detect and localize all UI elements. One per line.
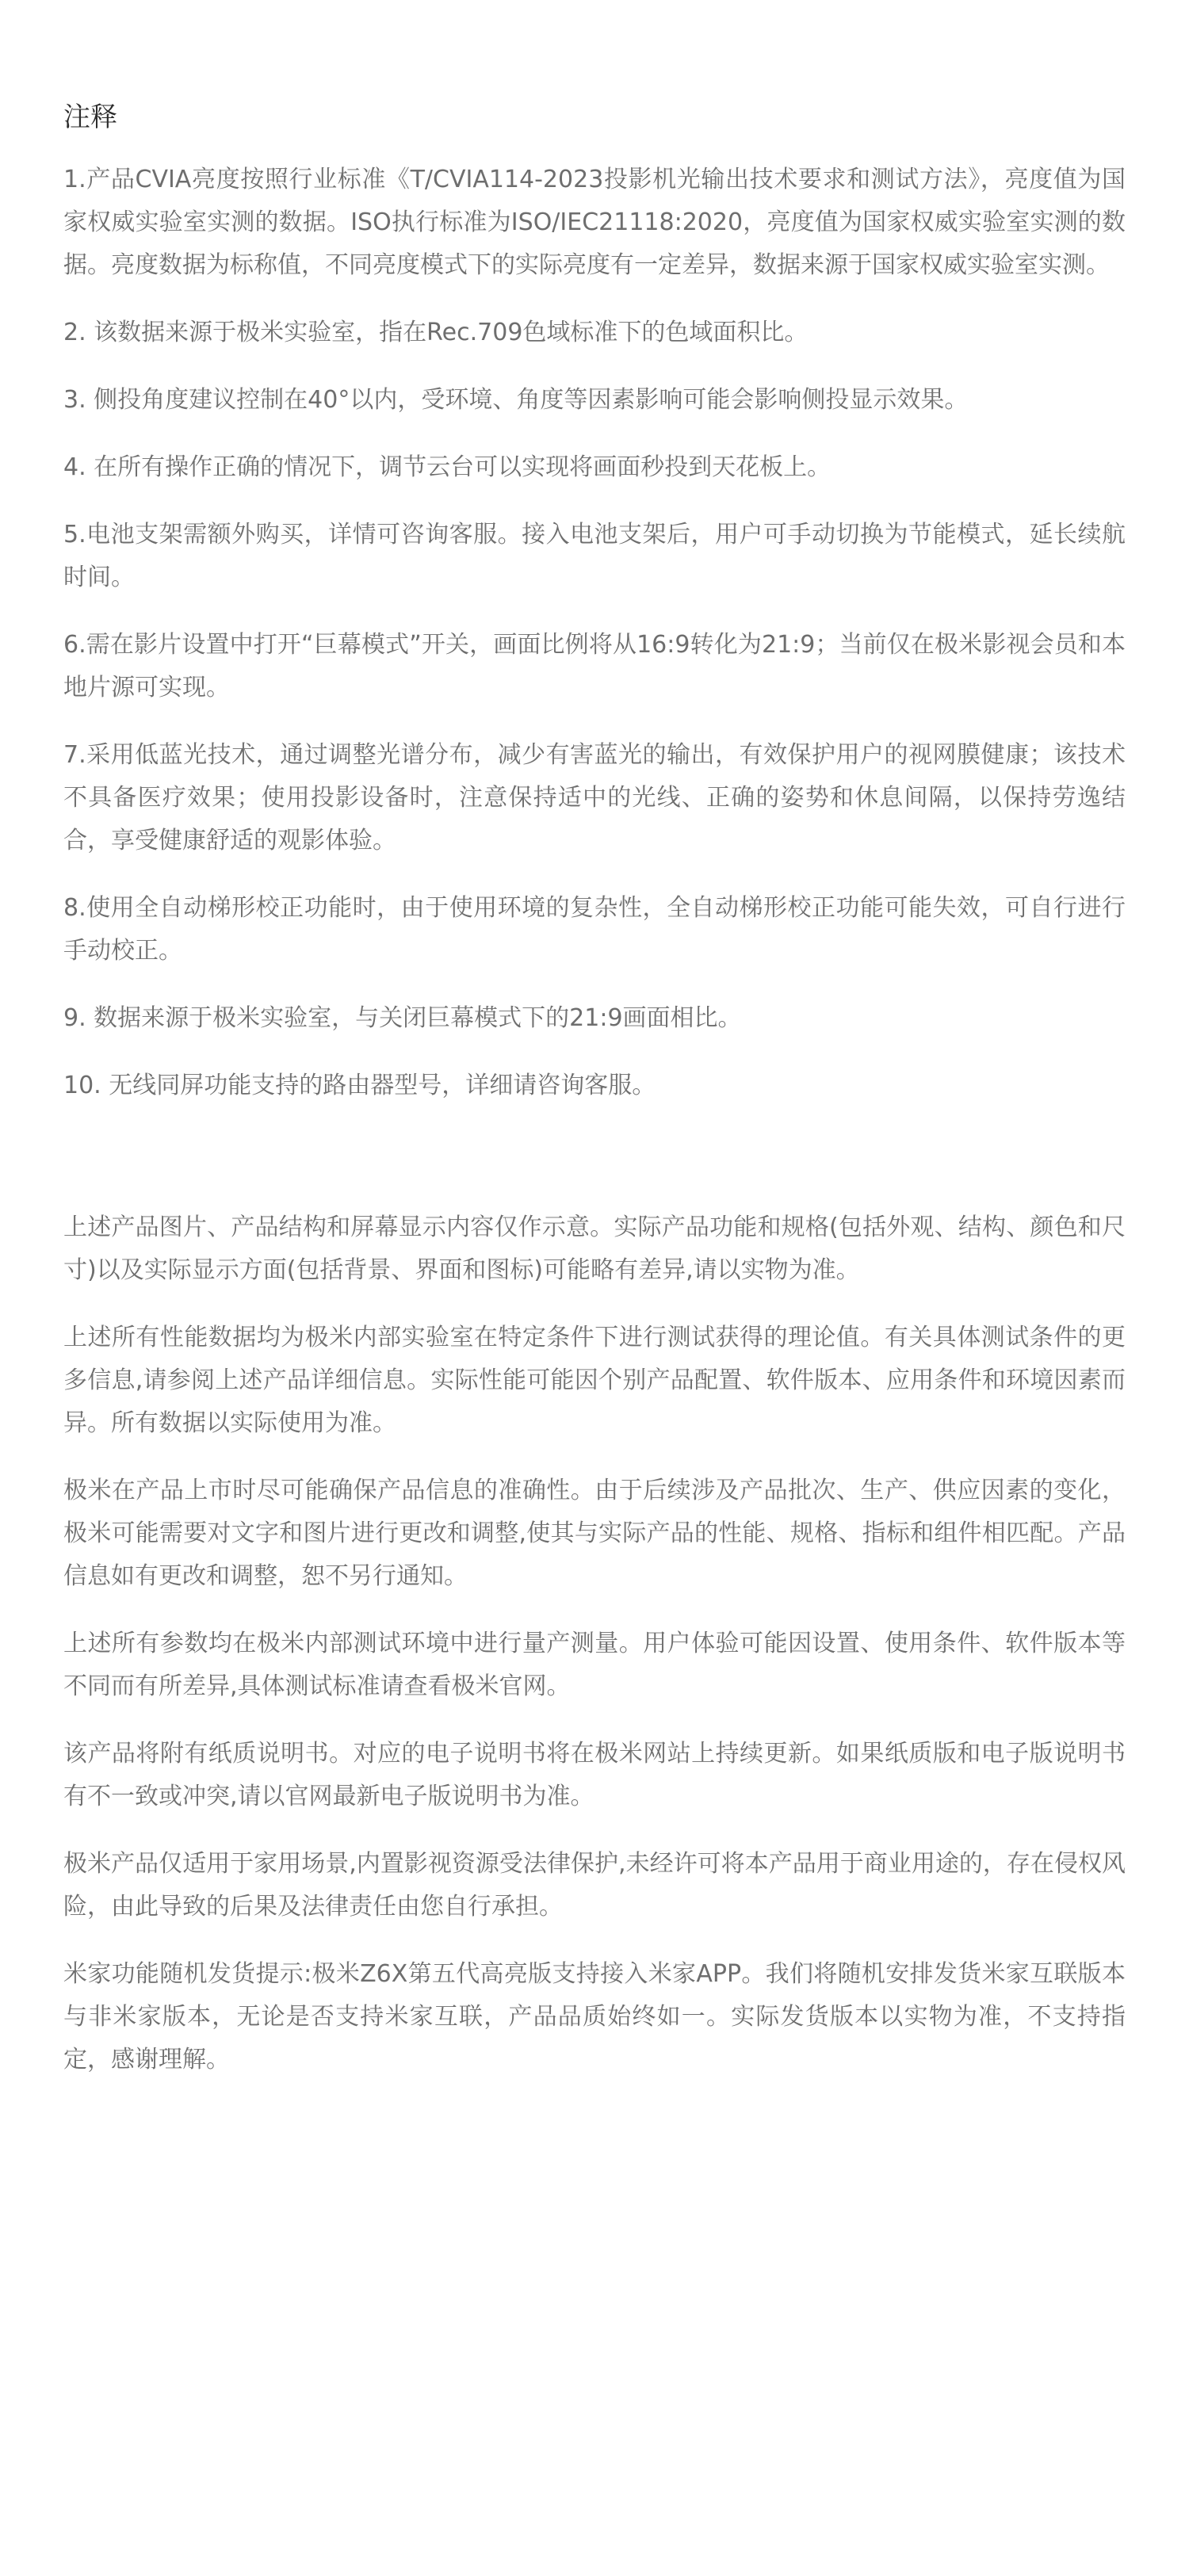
disclaimer-parameters: 上述所有参数均在极米内部测试环境中进行量产测量。用户体验可能因设置、使用条件、软件版本等不同而有所差异,具体测试标准请查看极米官网。 [63,1630,1126,1700]
disclaimer-manual: 该产品将附有纸质说明书。对应的电子说明书将在极米网站上持续更新。如果纸质版和电子版说明书有不一致或冲突,请以官网最新电子版说明书为准。 [63,1740,1126,1810]
disclaimer-accuracy: 极米在产品上市时尽可能确保产品信息的准确性。由于后续涉及产品批次、生产、供应因素的变化，极米可能需要对文字和图片进行更改和调整,使其与实际产品的性能、规格、指标和组件相匹配。产品信息如有更改和调整，恕不另行通知。 [63,1477,1126,1590]
notes-page [63,94,1126,2106]
disclaimer-performance: 上述所有性能数据均为极米内部实验室在特定条件下进行测试获得的理论值。有关具体测试条件的更多信息,请参阅上述产品详细信息。实际性能可能因个别产品配置、软件版本、应用条件和环境因素而异。所有数据以实际使用为准。 [63,1324,1126,1437]
note-10: 10. 无线同屏功能支持的路由器型号，详细请咨询客服。 [63,1072,656,1099]
note-1: 1.产品CVIA亮度按照行业标准《T/CVIA114-2023投影机光输出技术要求和测试方法》，亮度值为国家权威实验室实测的数据。ISO执行标准为ISO/IEC21118:2020，亮度值为国家权威实验室实测的数据。亮度数据为标称值，不同亮度模式下的实际亮度有一定差异，数据来源于国家权威实验室实测。 [63,166,1126,279]
note-3: 3. 侧投角度建议控制在40°以内，受环境、角度等因素影响可能会影响侧投显示效果。 [63,386,969,414]
disclaimer-usage: 极米产品仅适用于家用场景,内置影视资源受法律保护,未经许可将本产品用于商业用途的，存在侵权风险，由此导致的后果及法律责任由您自行承担。 [63,1850,1126,1921]
note-9: 9. 数据来源于极米实验室，与关闭巨幕模式下的21:9画面相比。 [63,1004,742,1032]
note-6: 6.需在影片设置中打开“巨幕模式”开关，画面比例将从16:9转化为21:9；当前仅在极米影视会员和本地片源可实现。 [63,631,1126,701]
notes-title: 注释 [63,101,117,133]
section-spacer [63,1132,1126,1206]
disclaimer-mijia: 米家功能随机发货提示:极米Z6X第五代高亮版支持接入米家APP。我们将随机安排发货米家互联版本与非米家版本，无论是否支持米家互联，产品品质始终如一。实际发货版本以实物为准，不支持指定，感谢理解。 [63,1960,1126,2073]
note-8: 8.使用全自动梯形校正功能时，由于使用环境的复杂性，全自动梯形校正功能可能失效，可自行进行手动校正。 [63,894,1126,965]
note-2: 2. 该数据来源于极米实验室，指在Rec.709色域标准下的色域面积比。 [63,319,809,346]
disclaimer-appearance: 上述产品图片、产品结构和屏幕显示内容仅作示意。实际产品功能和规格(包括外观、结构、颜色和尺寸)以及实际显示方面(包括背景、界面和图标)可能略有差异,请以实物为准。 [63,1213,1126,1284]
note-5: 5.电池支架需额外购买，详情可咨询客服。接入电池支架后，用户可手动切换为节能模式，延长续航时间。 [63,521,1126,591]
note-7: 7.采用低蓝光技术，通过调整光谱分布，减少有害蓝光的输出，有效保护用户的视网膜健康；该技术不具备医疗效果；使用投影设备时，注意保持适中的光线、正确的姿势和休息间隔，以保持劳逸结合，享受健康舒适的观影体验。 [63,741,1126,854]
note-4: 4. 在所有操作正确的情况下，调节云台可以实现将画面秒投到天花板上。 [63,453,832,481]
